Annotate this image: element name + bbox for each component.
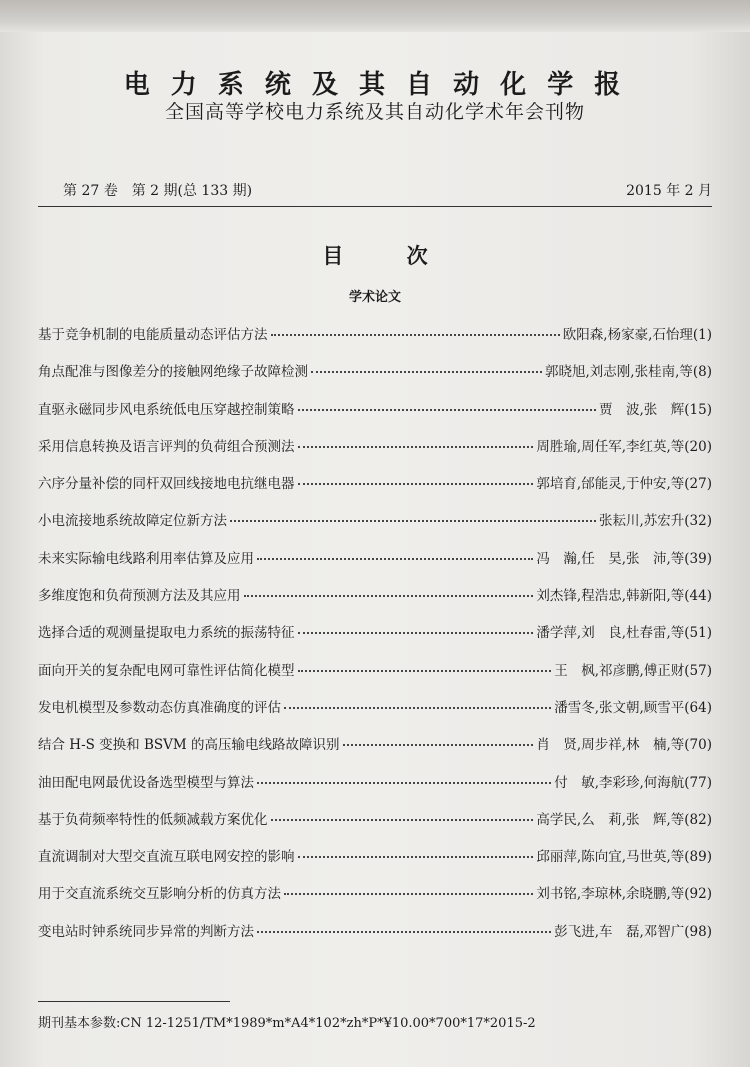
toc-entry-authors: 肖 贤,周步祥,林 楠,等(70) xyxy=(536,737,712,754)
toc-entry[interactable] xyxy=(38,696,712,733)
toc-entry-authors: 郭晓旭,刘志刚,张桂南,等(8) xyxy=(545,364,712,381)
toc-leader-dots xyxy=(257,931,551,933)
toc-entry[interactable] xyxy=(38,659,712,696)
toc-entry-title: 变电站时钟系统同步异常的判断方法 xyxy=(38,923,254,940)
toc-leader-dots xyxy=(271,334,560,336)
toc-entry-authors: 刘书铭,李琼林,余晓鹏,等(92) xyxy=(536,886,712,903)
toc-entry-title: 角点配准与图像差分的接触网绝缘子故障检测 xyxy=(38,364,308,381)
toc-leader-dots xyxy=(298,632,534,634)
issue-date: 2015 年 2 月 xyxy=(626,183,712,199)
toc-entry-title: 选择合适的观测量提取电力系统的振荡特征 xyxy=(38,625,295,642)
toc-entry-title: 基于竞争机制的电能质量动态评估方法 xyxy=(38,327,268,343)
toc-entry-authors: 郭培育,邰能灵,于仲安,等(27) xyxy=(536,476,712,493)
toc-entry[interactable] xyxy=(38,472,712,509)
header-divider xyxy=(38,206,712,207)
toc-entry[interactable] xyxy=(38,360,712,397)
toc-entry-authors: 付 敏,李彩珍,何海航(77) xyxy=(554,774,712,791)
toc-entry[interactable] xyxy=(38,398,712,435)
toc-entry-title: 面向开关的复杂配电网可靠性评估简化模型 xyxy=(38,662,295,679)
toc-leader-dots xyxy=(343,744,534,746)
toc-entry-title: 未来实际输电线路利用率估算及应用 xyxy=(38,550,254,567)
journal-title: 电 力 系 统 及 其 自 动 化 学 报 xyxy=(123,70,627,100)
toc-leader-dots xyxy=(298,856,534,858)
journal-parameters-footnote: 期刊基本参数:CN 12-1251/TM*1989*m*A4*102*zh*P*¥10.00*700*17*2015-2 xyxy=(38,1016,536,1031)
toc-section-label: 学术论文 xyxy=(348,290,401,305)
toc-leader-dots xyxy=(298,446,534,448)
toc-entry-authors: 潘雪冬,张文朝,顾雪平(64) xyxy=(554,699,712,716)
toc-entry-authors: 周胜瑜,周任军,李红英,等(20) xyxy=(536,438,712,455)
issue-volume-info: 第 27 卷 第 2 期(总 133 期) xyxy=(63,183,253,199)
toc-entry-authors: 王 枫,祁彦鹏,傅正财(57) xyxy=(554,662,712,679)
footnote-divider xyxy=(38,1001,230,1002)
toc-entry[interactable] xyxy=(38,435,712,472)
toc-leader-dots xyxy=(271,819,534,821)
toc-entry[interactable] xyxy=(38,509,712,546)
toc-leader-dots xyxy=(284,893,533,895)
toc-entry[interactable] xyxy=(38,733,712,770)
toc-entry-title: 油田配电网最优设备选型模型与算法 xyxy=(38,774,254,791)
toc-entry-title: 直流调制对大型交直流互联电网安控的影响 xyxy=(38,849,295,866)
toc-entry[interactable] xyxy=(38,323,712,360)
toc-entry-authors: 彭飞进,车 磊,邓智广(98) xyxy=(554,923,712,940)
toc-leader-dots xyxy=(257,558,533,560)
toc-entry-authors: 贾 波,张 辉(15) xyxy=(598,401,712,418)
toc-entry[interactable] xyxy=(38,584,712,621)
toc-entry-authors: 张耘川,苏宏升(32) xyxy=(598,513,712,530)
toc-entry-title: 发电机模型及参数动态仿真准确度的评估 xyxy=(38,699,281,716)
toc-entry-title: 直驱永磁同步风电系统低电压穿越控制策略 xyxy=(38,401,295,418)
toc-entry[interactable] xyxy=(38,845,712,882)
toc-entry-title: 六序分量补偿的同杆双回线接地电抗继电器 xyxy=(38,476,295,493)
toc-entry-title: 小电流接地系统故障定位新方法 xyxy=(38,513,227,530)
toc-leader-dots xyxy=(284,707,551,709)
toc-entry-title: 用于交直流系统交互影响分析的仿真方法 xyxy=(38,886,281,903)
toc-entry-authors: 潘学萍,刘 良,杜春雷,等(51) xyxy=(536,625,712,642)
toc-entry[interactable] xyxy=(38,920,712,957)
toc-leader-dots xyxy=(257,782,551,784)
page-header-bleed xyxy=(0,0,750,32)
toc-leader-dots xyxy=(298,670,552,672)
toc-leader-dots xyxy=(230,520,596,522)
toc-list xyxy=(38,323,712,957)
toc-entry-authors: 冯 瀚,任 昊,张 沛,等(39) xyxy=(536,550,712,567)
toc-entry[interactable] xyxy=(38,808,712,845)
toc-leader-dots xyxy=(298,483,534,485)
toc-heading: 目 次 xyxy=(322,244,456,268)
toc-entry-title: 多维度饱和负荷预测方法及其应用 xyxy=(38,588,241,605)
toc-leader-dots xyxy=(298,409,596,411)
journal-subtitle: 全国高等学校电力系统及其自动化学术年会刊物 xyxy=(164,101,585,123)
toc-entry-title: 基于负荷频率特性的低频减载方案优化 xyxy=(38,811,268,828)
toc-entry-authors: 欧阳森,杨家豪,石怡理(1) xyxy=(562,327,712,343)
toc-entry[interactable] xyxy=(38,771,712,808)
toc-entry-authors: 刘杰锋,程浩忠,韩新阳,等(44) xyxy=(536,588,712,605)
toc-entry-authors: 邱丽萍,陈向宜,马世英,等(89) xyxy=(536,849,712,866)
toc-entry-authors: 高学民,么 莉,张 辉,等(82) xyxy=(536,811,712,828)
toc-leader-dots xyxy=(244,595,534,597)
toc-entry-title: 结合 H-S 变换和 BSVM 的高压输电线路故障识别 xyxy=(38,737,340,754)
toc-entry-title: 采用信息转换及语言评判的负荷组合预测法 xyxy=(38,438,295,455)
toc-entry[interactable] xyxy=(38,547,712,584)
toc-leader-dots xyxy=(311,371,542,373)
toc-entry[interactable] xyxy=(38,621,712,658)
toc-entry[interactable] xyxy=(38,882,712,919)
